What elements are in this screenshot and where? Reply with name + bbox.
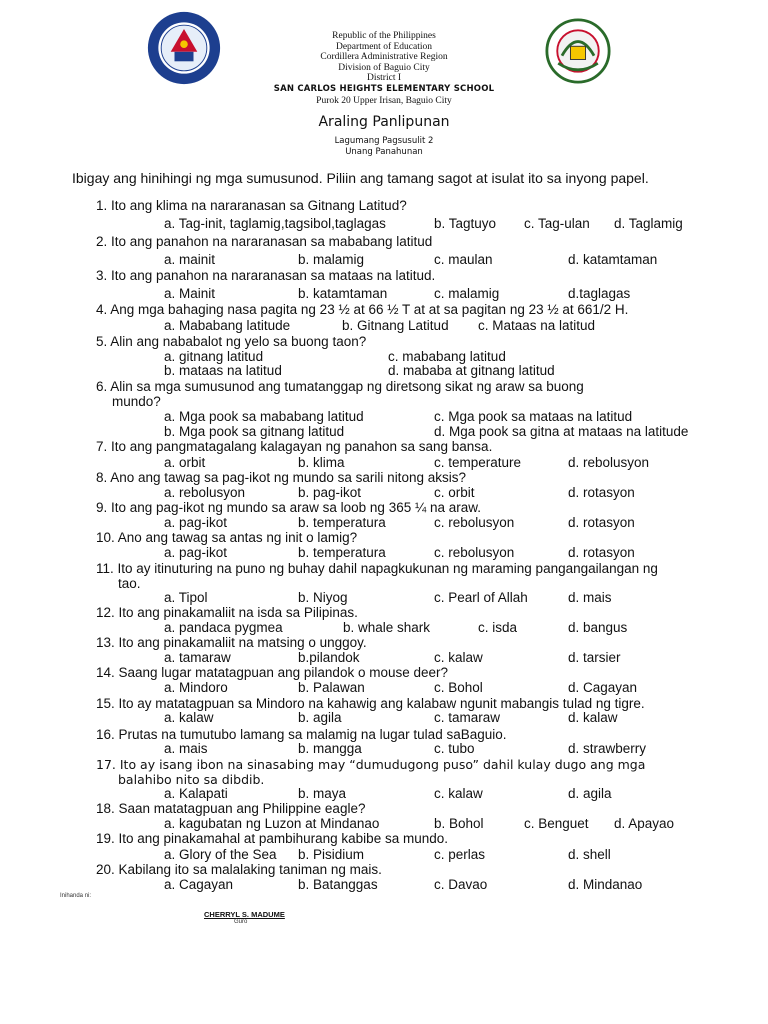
header-line: Republic of the Philippines — [332, 31, 436, 41]
answer-choice: a. Tipol — [164, 590, 208, 605]
question-text: 2. Ito ang panahon na nararanasan sa mababang latitud — [96, 234, 433, 249]
answer-choice: c. perlas — [434, 847, 486, 862]
answer-choice: c. tamaraw — [434, 710, 501, 725]
answer-choice: b. Batanggas — [298, 877, 378, 892]
answer-choice: d. bangus — [568, 620, 628, 635]
answer-choice: b. Gitnang Latitud — [342, 318, 449, 333]
answer-choice: c. malamig — [434, 286, 500, 301]
answer-choice: d. rotasyon — [568, 545, 635, 560]
subject-title: Araling Panlipunan — [318, 114, 450, 130]
answer-choice: a. pag-ikot — [164, 545, 228, 560]
question-text: 15. Ito ay matatagpuan sa Mindoro na kahawig ang kalabaw ngunit mabangis tulad ng tigre. — [96, 696, 645, 711]
answer-choice: b.pilandok — [298, 650, 360, 665]
answer-choice: a. Glory of the Sea — [164, 847, 277, 862]
quarter-title: Unang Panahunan — [345, 147, 423, 157]
question-text: 19. Ito ang pinakamahal at pambihurang kabibe sa mundo. — [96, 831, 448, 846]
answer-choice: c. Benguet — [524, 816, 589, 831]
answer-choice: d. agila — [568, 786, 612, 801]
question-text: 6. Alin sa mga sumusunod ang tumatanggap ng diretsong sikat ng araw sa buong — [96, 379, 584, 394]
answer-choice: c. Mataas na latitud — [478, 318, 596, 333]
answer-choice: a. gitnang latitud — [164, 349, 264, 364]
answer-choice: a. Kalapati — [164, 786, 228, 801]
question-text: 16. Prutas na tumutubo lamang sa malamig na lugar tulad saBaguio. — [96, 727, 507, 742]
answer-choice: a. Mainit — [164, 286, 216, 301]
answer-choice: a. mainit — [164, 252, 216, 267]
answer-choice: c. rebolusyon — [434, 545, 515, 560]
question-text: tao. — [118, 576, 141, 591]
question-text: 7. Ito ang pangmatagalang kalagayan ng panahon sa sang bansa. — [96, 439, 493, 454]
question-text: 3. Ito ang panahon na nararanasan sa mataas na latitud. — [96, 268, 436, 283]
answer-choice: c. Pearl of Allah — [434, 590, 528, 605]
answer-choice: b. katamtaman — [298, 286, 388, 301]
answer-choice: b. klima — [298, 455, 345, 470]
answer-choice: b. pag-ikot — [298, 485, 362, 500]
answer-choice: c. Davao — [434, 877, 488, 892]
signature-name: CHERRYL S. MADUME — [204, 910, 285, 919]
answer-choice: b. Tagtuyo — [434, 216, 497, 231]
answer-choice: c. rebolusyon — [434, 515, 515, 530]
question-text: mundo? — [112, 394, 161, 409]
answer-choice: d. tarsier — [568, 650, 621, 665]
signature-label: Inihanda ni: — [60, 893, 92, 899]
answer-choice: c. kalaw — [434, 786, 483, 801]
answer-choice: b. malamig — [298, 252, 365, 267]
question-text: 13. Ito ang pinakamaliit na matsing o unggoy. — [96, 635, 367, 650]
answer-choice: d. Cagayan — [568, 680, 638, 695]
answer-choice: d. katamtaman — [568, 252, 658, 267]
answer-choice: c. Bohol — [434, 680, 483, 695]
answer-choice: d. mais — [568, 590, 612, 605]
question-text: 5. Alin ang nababalot ng yelo sa buong taon? — [96, 334, 367, 349]
header-line: Division of Baguio City — [338, 62, 430, 73]
answer-choice: a. kagubatan ng Luzon at Mindanao — [164, 816, 380, 831]
answer-choice: a. mais — [164, 741, 208, 756]
question-text: 18. Saan matatagpuan ang Philippine eagle? — [96, 801, 366, 816]
test-title: Lagumang Pagsusulit 2 — [334, 136, 434, 146]
answer-choice: a. rebolusyon — [164, 485, 246, 500]
answer-choice: c. kalaw — [434, 650, 483, 665]
answer-choice: c. Tag-ulan — [524, 216, 590, 231]
answer-choice: b. temperatura — [298, 545, 386, 560]
header-line: District I — [366, 73, 402, 83]
question-text: 10. Ano ang tawag sa antas ng init o lamig? — [96, 530, 358, 545]
answer-choice: c. Mga pook sa mataas na latitud — [434, 409, 633, 424]
answer-choice: b. agila — [298, 710, 342, 725]
answer-choice: a. kalaw — [164, 710, 214, 725]
answer-choice: d.taglagas — [568, 286, 631, 301]
answer-choice: a. pag-ikot — [164, 515, 228, 530]
answer-choice: c. tubo — [434, 741, 475, 756]
answer-choice: c. mababang latitud — [388, 349, 506, 364]
answer-choice: b. Bohol — [434, 816, 484, 831]
answer-choice: d. Mga pook sa gitna at mataas na latitude — [434, 424, 689, 439]
answer-choice: b. Niyog — [298, 590, 348, 605]
answer-choice: b. maya — [298, 786, 347, 801]
question-text: 20. Kabilang ito sa malalaking taniman ng mais. — [96, 862, 382, 877]
answer-choice: d. shell — [568, 847, 611, 862]
answer-choice: b. whale shark — [343, 620, 431, 635]
question-text: 8. Ano ang tawag sa pag-ikot ng mundo sa sarili nitong aksis? — [96, 470, 466, 485]
question-text: 4. Ang mga bahaging nasa pagita ng 23 ½ at 66 ½ T at at sa pagitan ng 23 ½ at 661/2 H. — [96, 302, 629, 317]
answer-choice: d. Mindanao — [568, 877, 643, 892]
answer-choice: a. orbit — [164, 455, 206, 470]
answer-choice: c. isda — [478, 620, 518, 635]
header-line: Department of Education — [335, 41, 433, 52]
question-text: 11. Ito ay itinuturing na puno ng buhay dahil napagkukunan ng maraming pangangailangan ng — [96, 561, 658, 576]
answer-choice: a. Mababang latitude — [164, 318, 291, 333]
answer-choice: d. Apayao — [614, 816, 675, 831]
answer-choice: b. Pisidium — [298, 847, 365, 862]
answer-choice: c. orbit — [434, 485, 475, 500]
school-name: SAN CARLOS HEIGHTS ELEMENTARY SCHOOL — [273, 84, 495, 94]
answer-choice: d. rebolusyon — [568, 455, 650, 470]
answer-choice: b. temperatura — [298, 515, 386, 530]
answer-choice: a. Cagayan — [164, 877, 234, 892]
answer-choice: b. Palawan — [298, 680, 365, 695]
question-text: balahibo nito sa dibdib. — [118, 772, 265, 787]
answer-choice: d. Taglamig — [614, 216, 683, 231]
answer-choice: c. maulan — [434, 252, 493, 267]
school-address: Purok 20 Upper Irisan, Baguio City — [316, 96, 452, 106]
answer-choice: b. mangga — [298, 741, 362, 756]
question-text: 12. Ito ang pinakamaliit na isda sa Pilipinas. — [96, 605, 358, 620]
answer-choice: d. rotasyon — [568, 515, 635, 530]
answer-choice: a. Mindoro — [164, 680, 228, 695]
question-text: 1. Ito ang klima na nararanasan sa Gitnang Latitud? — [96, 198, 407, 213]
question-text: 9. Ito ang pag-ikot ng mundo sa araw sa loob ng 365 ¼ na araw. — [96, 500, 482, 515]
answer-choice: a. Mga pook sa mababang latitud — [164, 409, 364, 424]
answer-choice: c. temperature — [434, 455, 522, 470]
answer-choice: d. rotasyon — [568, 485, 635, 500]
answer-choice: b. Mga pook sa gitnang latitud — [164, 424, 345, 439]
signature-role: Guro — [234, 919, 248, 925]
answer-choice: b. mataas na latitud — [164, 363, 282, 378]
question-text: 17. Ito ay isang ibon na sinasabing may “dumudugong puso” dahil kulay dugo ang mga — [96, 757, 646, 772]
answer-choice: d. strawberry — [568, 741, 647, 756]
answer-choice: a. pandaca pygmea — [164, 620, 283, 635]
header-line: Cordillera Administrative Region — [320, 52, 448, 62]
instructions: Ibigay ang hinihingi ng mga sumusunod. Piliin ang tamang sagot at isulat ito sa inyong papel. — [72, 170, 649, 186]
answer-choice: a. tamaraw — [164, 650, 231, 665]
question-text: 14. Saang lugar matatagpuan ang pilandok o mouse deer? — [96, 665, 449, 680]
answer-choice: d. mababa at gitnang latitud — [388, 363, 555, 378]
answer-choice: a. Tag-init, taglamig,tagsibol,taglagas — [164, 216, 386, 231]
answer-choice: d. kalaw — [568, 710, 618, 725]
